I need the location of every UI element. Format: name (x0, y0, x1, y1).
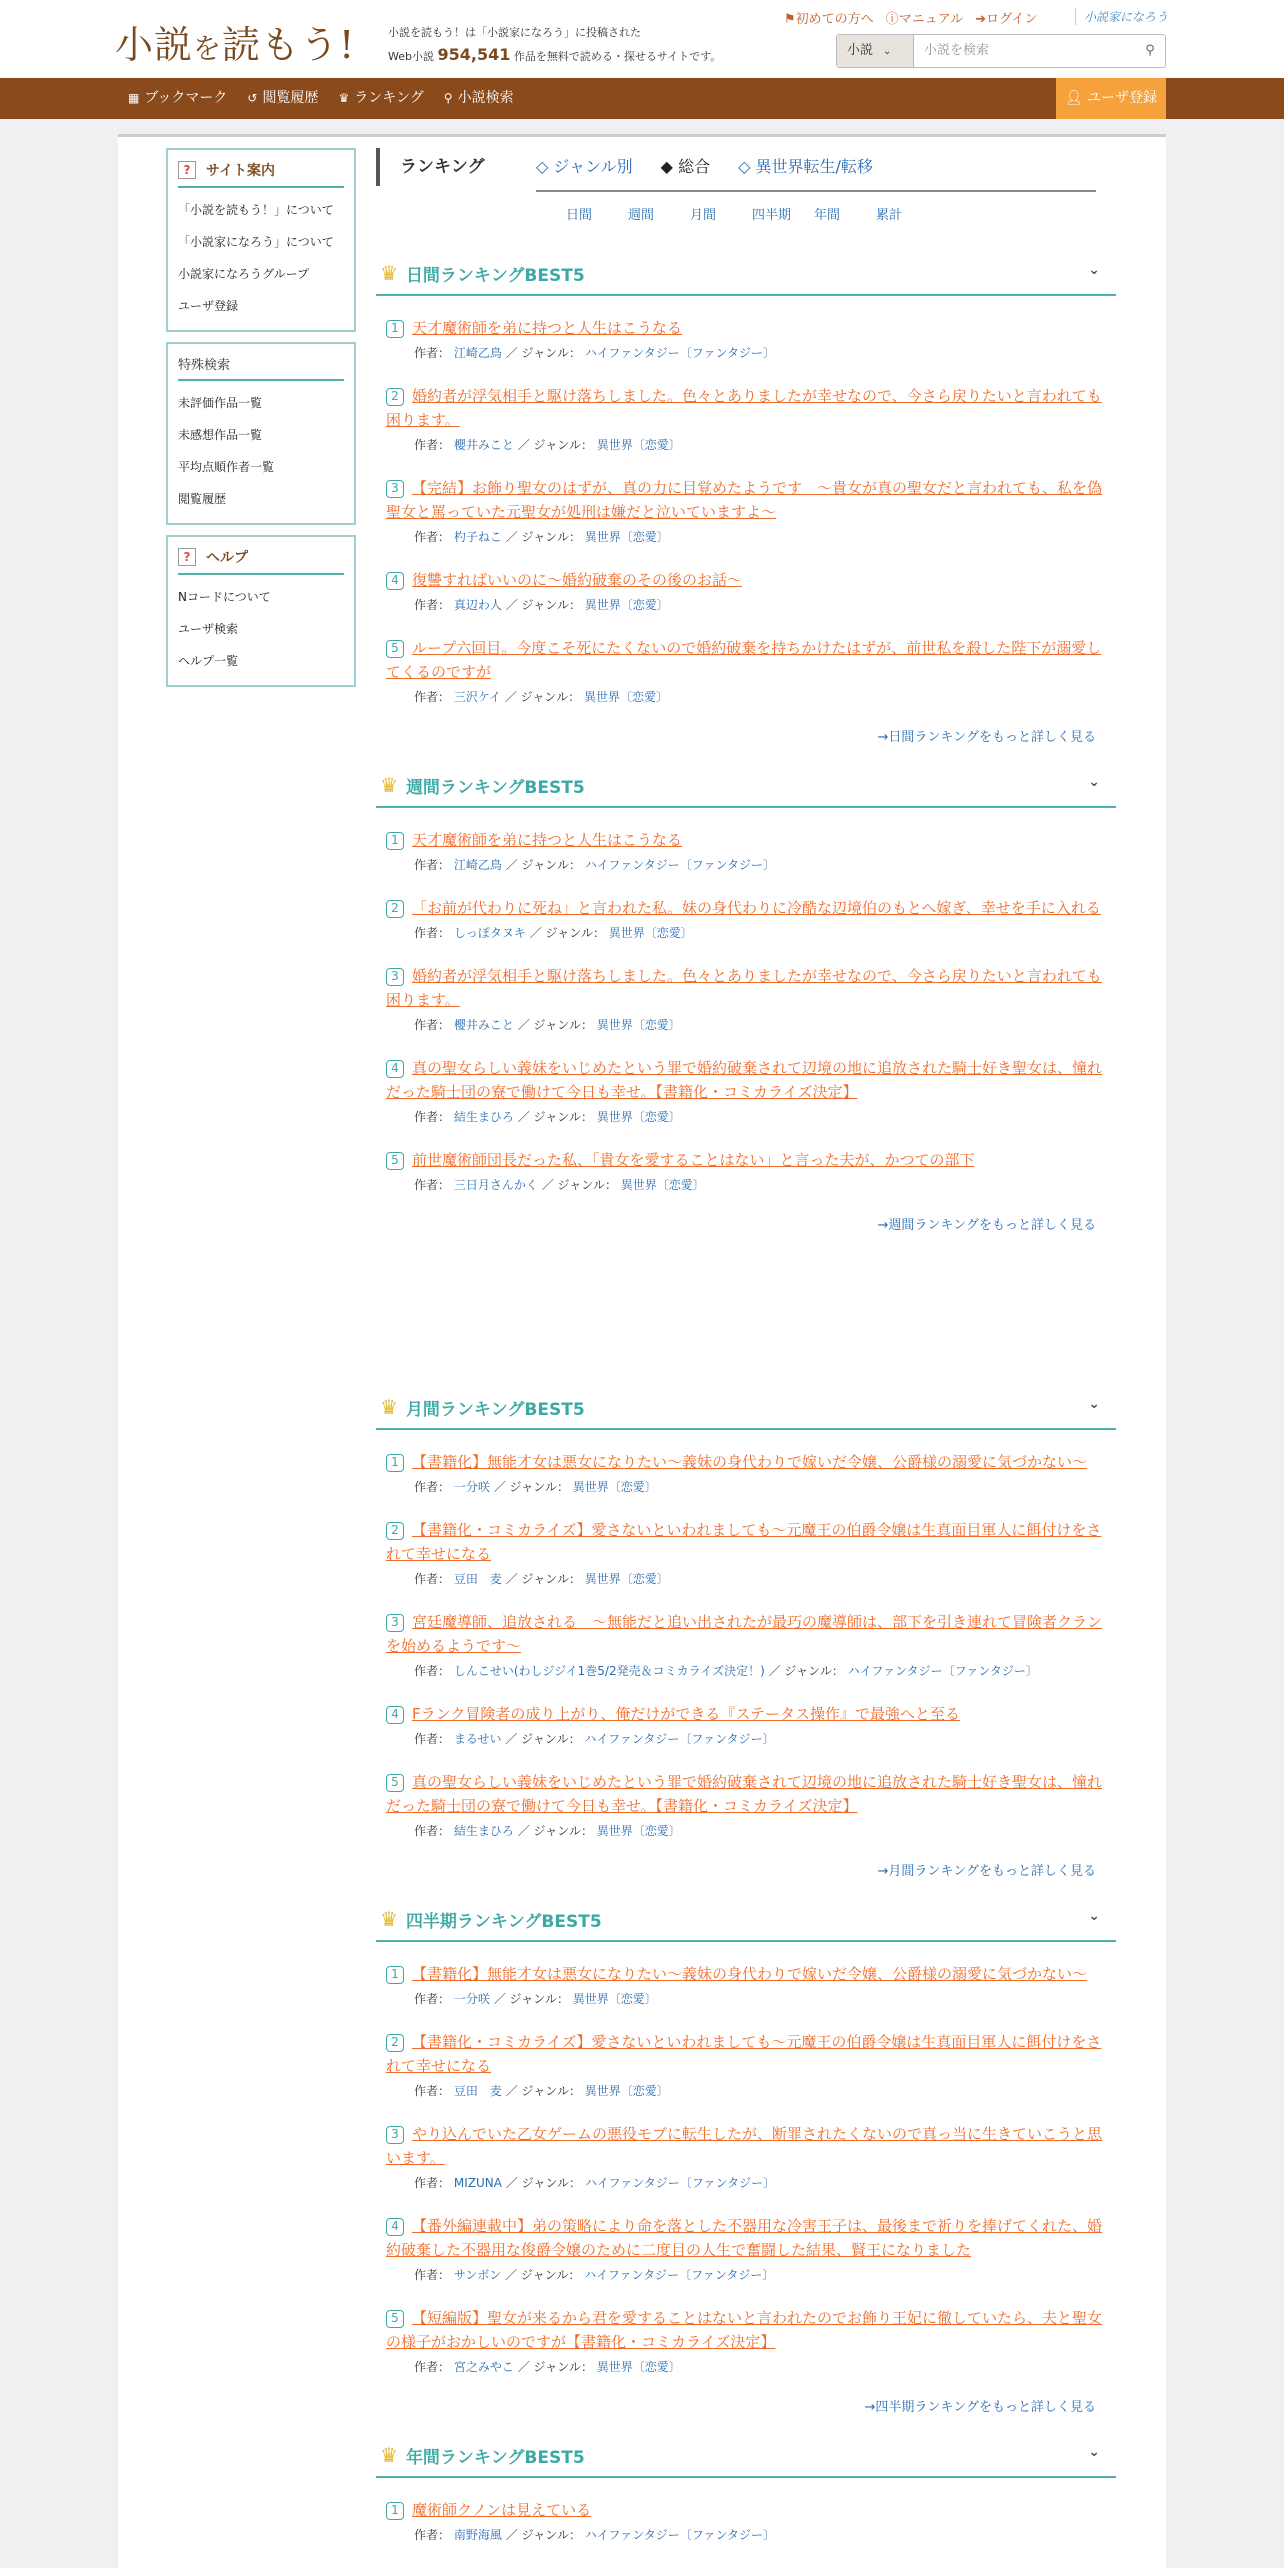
ranking-item (376, 316, 1116, 364)
rank-number: 5 (386, 1152, 404, 1170)
novel-title: 【書籍化】無能才女は悪女になりたい～義妹の身代わりで嫁いだ令嬢、公爵様の溺愛に気づかない～ (412, 1453, 1088, 1471)
novel-meta (386, 2172, 1106, 2194)
genre-label: ／ ジャンル： (517, 438, 593, 452)
genre-label: ／ ジャンル： (493, 1992, 569, 2006)
rank-number: 5 (386, 2310, 404, 2328)
genre-link[interactable]: 異世界〔恋愛〕 (596, 2360, 681, 2374)
genre-label: ／ ジャンル： (505, 2528, 581, 2542)
crown-icon: ♛ (380, 1395, 398, 1419)
ranking-item (376, 1056, 1116, 1128)
section-title: 日間ランキングBEST5 (405, 265, 585, 286)
period-total[interactable]: 累計 (876, 208, 903, 223)
novel-title-link[interactable] (386, 1450, 1106, 1474)
ranking-section (376, 764, 1116, 1233)
ranking-item (376, 828, 1116, 876)
author-label: 作者： (414, 2176, 451, 2190)
novel-meta (386, 1660, 1106, 1682)
rank-number: 2 (386, 2034, 404, 2052)
rank-number: 4 (386, 1706, 404, 1724)
sidebar-item-ncode[interactable]: Nコードについて (178, 590, 271, 604)
novel-title: 真の聖女らしい義妹をいじめたという罪で婚約破棄されて辺境の地に追放された騎士好き聖女は、憧れだった騎士団の寮で働けて今日も幸せ。【書籍化・コミカライズ決定】 (386, 1773, 1103, 1815)
novel-meta (386, 854, 1106, 876)
ranking-section (376, 1386, 1116, 1879)
ranking-item (376, 1518, 1116, 1590)
chevron-down-icon[interactable]: ⌄ (1088, 1908, 1100, 1924)
rank-number: 4 (386, 1060, 404, 1078)
chevron-down-icon[interactable]: ⌄ (1088, 262, 1100, 278)
genre-label: ／ ジャンル： (505, 1732, 581, 1746)
ranking-item (376, 636, 1116, 708)
nav-ranking[interactable] (338, 78, 423, 119)
genre-label: ／ ジャンル： (517, 2360, 593, 2374)
nav-search-label: 小説検索 (457, 90, 514, 106)
rank-number: 1 (386, 2502, 404, 2520)
author-label: 作者： (414, 690, 451, 704)
genre-label: ／ ジャンル： (505, 2176, 582, 2190)
chevron-down-icon[interactable]: ⌄ (1088, 1396, 1100, 1412)
rank-number: 3 (386, 968, 404, 986)
chevron-down-icon[interactable]: ⌄ (1088, 774, 1100, 790)
novel-title-link[interactable] (386, 1610, 1106, 1658)
login-link-label: ログイン (986, 12, 1038, 27)
crown-icon: ♛ (338, 91, 350, 105)
novel-title: 婚約者が浮気相手と駆け落ちしました。色々とありましたが幸せなので、今さら戻りたいと言われても困ります。 (386, 967, 1102, 1009)
sidebar-item-register[interactable]: ユーザ登録 (178, 299, 239, 313)
novel-meta (386, 922, 1106, 944)
logo-text-tail: 読もう! (222, 23, 356, 67)
ranking-section (376, 1898, 1116, 2415)
novel-meta (386, 526, 1106, 548)
novel-title-link[interactable] (386, 2030, 1106, 2078)
author-link[interactable]: サンボン (453, 2268, 502, 2282)
sidebar-item-group[interactable]: 小説家になろうグループ (178, 267, 310, 281)
site-guide-title: サイト案内 (206, 163, 276, 179)
novel-meta (386, 2080, 1106, 2102)
tagline-post: 作品を無料で読める・探せるサイトです。 (513, 50, 722, 63)
novel-meta (386, 1014, 1106, 1036)
author-link[interactable]: しんこせい(わしジジイ1巻5/2発売＆コミカライズ決定！) (453, 1664, 765, 1678)
nav-ranking-label: ランキング (354, 90, 424, 106)
search-icon[interactable]: ⚲ (1145, 43, 1155, 58)
author-link[interactable]: 真辺わ人 (453, 598, 502, 612)
author-label: 作者： (414, 438, 451, 452)
login-icon: ➔ (975, 12, 987, 27)
more-ranking-link[interactable]: →日間ランキングをもっと詳しく見る (877, 730, 1096, 745)
novel-title: 宮廷魔導師、追放される ～無能だと追い出されたが最巧の魔導師は、部下を引き連れて冒険者クランを始めるようです～ (386, 1613, 1103, 1655)
author-label: 作者： (414, 1992, 451, 2006)
rank-number: 1 (386, 1454, 404, 1472)
author-label: 作者： (414, 598, 451, 612)
section-title: 月間ランキングBEST5 (405, 1399, 585, 1420)
sidebar-item-unrated[interactable]: 未評価作品一覧 (178, 396, 263, 410)
novel-title: やり込んでいた乙女ゲームの悪役モブに転生したが、断罪されたくないので真っ当に生きていこうと思います。 (386, 2125, 1103, 2167)
author-label: 作者： (414, 1480, 451, 1494)
genre-label: ／ ジャンル： (493, 1480, 569, 1494)
top-links (784, 8, 1037, 27)
novel-title: 婚約者が浮気相手と駆け落ちしました。色々とありましたが幸せなので、今さら戻りたいと言われても困ります。 (386, 387, 1102, 429)
sidebar (166, 148, 356, 697)
section-header[interactable] (376, 252, 1116, 296)
more-ranking-link[interactable]: →四半期ランキングをもっと詳しく見る (864, 2400, 1096, 2415)
novel-meta (386, 1476, 1106, 1498)
author-label: 作者： (414, 2268, 451, 2282)
container-top-border (118, 134, 1166, 137)
rank-number: 4 (386, 572, 404, 590)
period-monthly[interactable]: 月間 (690, 208, 717, 223)
author-link[interactable]: 櫻井みこと (453, 1018, 514, 1032)
genre-link[interactable]: 異世界〔恋愛〕 (596, 1018, 681, 1032)
author-label: 作者： (414, 1110, 451, 1124)
genre-link[interactable]: 異世界〔恋愛〕 (596, 438, 681, 452)
novel-title: 「お前が代わりに死ね」と言われた私。妹の身代わりに冷酷な辺境伯のもとへ嫁ぎ、幸せを手に入れる (412, 899, 1101, 917)
section-title: 四半期ランキングBEST5 (405, 1911, 602, 1932)
novel-meta (386, 1988, 1106, 2010)
novel-meta (386, 434, 1106, 456)
site-header (0, 0, 1284, 78)
novel-title: 天才魔術師を弟に持つと人生はこうなる (412, 831, 683, 849)
novel-title-link[interactable] (386, 476, 1106, 524)
author-link[interactable]: 豆田 麦 (453, 2084, 502, 2098)
genre-link[interactable]: 異世界〔恋愛〕 (620, 1178, 705, 1192)
novel-title-link[interactable] (386, 316, 1106, 340)
section-header[interactable] (376, 1386, 1116, 1430)
genre-label: ／ ジャンル： (505, 2084, 581, 2098)
novel-title-link[interactable] (386, 636, 1106, 684)
chevron-down-icon: ⌄ (883, 46, 892, 57)
period-yearly[interactable]: 年間 (814, 208, 841, 223)
author-link[interactable]: 南野海風 (453, 2528, 502, 2542)
novel-title-link[interactable] (386, 896, 1106, 920)
sidebar-item-no-review[interactable]: 未感想作品一覧 (178, 428, 263, 442)
help-icon: ⓘ (885, 12, 899, 27)
novel-title-link[interactable] (386, 1518, 1106, 1566)
novel-meta (386, 2524, 1106, 2546)
novel-title: Fランク冒険者の成り上がり、俺だけができる『ステータス操作』で最強へと至る (412, 1705, 961, 1723)
sidebar-item-about-narou[interactable]: 「小説家になろう」について (178, 235, 334, 249)
genre-link[interactable]: ハイファンタジー〔ファンタジー〕 (584, 858, 775, 872)
novel-title-link[interactable] (386, 1148, 1106, 1172)
novel-title: 魔術師クノンは見えている (412, 2501, 592, 2519)
author-label: 作者： (414, 858, 451, 872)
author-link[interactable]: 三沢ケイ (453, 690, 502, 704)
author-link[interactable]: 櫻井みこと (453, 438, 514, 452)
ranking-item (376, 1702, 1116, 1750)
author-label: 作者： (414, 1664, 451, 1678)
more-ranking-link[interactable]: →週間ランキングをもっと詳しく見る (877, 1218, 1096, 1233)
beginner-link-label: 初めての方へ (795, 12, 874, 27)
ranking-item (376, 2498, 1116, 2546)
novel-title-link[interactable] (386, 568, 1106, 592)
novel-title-link[interactable] (386, 964, 1106, 1012)
author-label: 作者： (414, 2084, 451, 2098)
ranking-item (376, 2030, 1116, 2102)
search-type-select[interactable] (837, 35, 914, 67)
sidebar-item-avg-author[interactable]: 平均点順作者一覧 (178, 460, 275, 474)
genre-link[interactable]: ハイファンタジー〔ファンタジー〕 (584, 346, 775, 360)
user-register-label: ユーザ登録 (1087, 90, 1158, 106)
genre-link[interactable]: 異世界〔恋愛〕 (584, 2084, 669, 2098)
crown-icon: ♛ (380, 261, 398, 285)
rank-number: 5 (386, 640, 404, 658)
genre-label: ／ ジャンル： (505, 530, 581, 544)
novel-meta (386, 1568, 1106, 1590)
novel-title-link[interactable] (386, 1702, 1106, 1726)
genre-label: ／ ジャンル： (517, 1018, 593, 1032)
rank-number: 1 (386, 320, 404, 338)
genre-link[interactable]: 異世界〔恋愛〕 (596, 1110, 681, 1124)
search-icon: ⚲ (443, 91, 453, 105)
site-guide-box (166, 148, 356, 332)
more-ranking-link[interactable]: →月間ランキングをもっと詳しく見る (877, 1864, 1096, 1879)
special-search-box (166, 342, 356, 525)
novel-meta (386, 2264, 1106, 2286)
special-search-title: 特殊検索 (178, 358, 231, 373)
bookmark-list-icon: ▦ (128, 91, 140, 105)
period-daily[interactable]: 日間 (566, 208, 593, 223)
genre-link[interactable]: 異世界〔恋愛〕 (584, 1572, 669, 1586)
author-link[interactable]: まるせい (453, 1732, 502, 1746)
novel-meta (386, 342, 1106, 364)
section-title: 年間ランキングBEST5 (405, 2447, 585, 2468)
genre-label: ／ ジャンル： (541, 1178, 617, 1192)
novel-meta (386, 1728, 1106, 1750)
tagline-line1: 小説を読もう！は「小説家になろう」に投稿された (388, 26, 641, 39)
history-icon: ↺ (247, 91, 258, 105)
author-link[interactable]: 一分咲 (453, 1480, 490, 1494)
period-weekly[interactable]: 週間 (628, 208, 655, 223)
page-title: ランキング (376, 148, 485, 186)
rank-number: 2 (386, 1522, 404, 1540)
rank-number: 3 (386, 480, 404, 498)
novel-title: 復讐すればいいのに〜婚約破棄のその後のお話〜 (412, 571, 743, 589)
section-title: 週間ランキングBEST5 (405, 777, 585, 798)
author-label: 作者： (414, 1018, 451, 1032)
section-header[interactable] (376, 764, 1116, 808)
ranking-item (376, 2306, 1116, 2378)
search-bar (836, 34, 1166, 68)
help-box (166, 535, 356, 687)
site-logo[interactable] (115, 14, 355, 69)
author-link[interactable]: 結生まひろ (453, 1824, 514, 1838)
tagline-pre: Web小説 (388, 50, 434, 63)
nav-bookmark[interactable] (128, 78, 227, 119)
work-count: 954,541 (437, 45, 511, 64)
sidebar-item-history[interactable]: 閲覧履歴 (178, 492, 227, 506)
ranking-item (376, 896, 1116, 944)
genre-link[interactable]: ハイファンタジー〔ファンタジー〕 (584, 2528, 775, 2542)
author-link[interactable]: 三日月さんかく (453, 1178, 538, 1192)
novel-title: 【短編版】聖女が来るから君を愛することはないと言われたのでお飾り王妃に徹していたら、夫と聖女の様子がおかしいのですが【書籍化・コミカライズ決定】 (386, 2309, 1103, 2351)
genre-link[interactable]: 異世界〔恋愛〕 (572, 1480, 657, 1494)
genre-link[interactable]: ハイファンタジー〔ファンタジー〕 (847, 1664, 1038, 1678)
novel-title: 天才魔術師を弟に持つと人生はこうなる (412, 319, 683, 337)
sidebar-item-about-yomou[interactable]: 「小説を読もう！」について (178, 203, 334, 217)
author-link[interactable]: 江崎乙鳥 (453, 346, 502, 360)
genre-label: ／ ジャンル： (505, 346, 581, 360)
ranking-item (376, 964, 1116, 1036)
ranking-item (376, 1450, 1116, 1498)
main-nav (0, 78, 1284, 119)
nav-search[interactable] (444, 78, 514, 119)
rank-number: 2 (386, 388, 404, 406)
section-header[interactable] (376, 1898, 1116, 1942)
rank-number: 1 (386, 1966, 404, 1984)
genre-label: ／ ジャンル： (517, 1110, 593, 1124)
rank-number: 1 (386, 832, 404, 850)
rank-number: 4 (386, 2218, 404, 2236)
genre-link[interactable]: ハイファンタジー〔ファンタジー〕 (584, 1732, 775, 1746)
manual-link[interactable] (886, 8, 964, 27)
novel-title-link[interactable] (386, 2122, 1106, 2170)
ranking-section (376, 2434, 1116, 2546)
period-quarterly[interactable]: 四半期 (752, 208, 792, 223)
rank-number: 2 (386, 900, 404, 918)
novel-title: 【書籍化・コミカライズ】愛さないといわれましても～元魔王の伯爵令嬢は生真面目軍人に餌付けをされて幸せになる (386, 2033, 1102, 2075)
nav-history[interactable] (247, 78, 318, 119)
crown-icon: ♛ (380, 2443, 398, 2467)
genre-link[interactable]: 異世界〔恋愛〕 (583, 690, 668, 704)
user-icon: 👤︎ (1064, 90, 1088, 106)
novel-meta (386, 2356, 1106, 2378)
nav-history-label: 閲覧履歴 (262, 90, 319, 106)
novel-title-link[interactable] (386, 828, 1106, 852)
genre-link[interactable]: ハイファンタジー〔ファンタジー〕 (584, 2268, 775, 2282)
help-title: ヘルプ (206, 550, 248, 566)
rank-number: 3 (386, 1614, 404, 1632)
search-input[interactable]: 小説を検索 (924, 43, 990, 58)
tab-genre[interactable]: ◇ ジャンル別 (536, 157, 633, 176)
genre-label: ／ ジャンル： (517, 1824, 593, 1838)
author-link[interactable]: 豆田 麦 (453, 1572, 502, 1586)
novel-title-link[interactable] (386, 1770, 1106, 1818)
genre-label: ／ ジャンル： (529, 926, 605, 940)
novel-title-link[interactable] (386, 1056, 1106, 1104)
logo-text-main: 小説 (115, 23, 194, 67)
genre-link[interactable]: 異世界〔恋愛〕 (608, 926, 693, 940)
novel-title-link[interactable] (386, 2498, 1106, 2522)
question-icon: ? (178, 161, 196, 179)
author-link[interactable]: 杓子ねこ (453, 530, 502, 544)
ranking-item (376, 568, 1116, 616)
novel-title: ループ六回目。今度こそ死にたくないので婚約破棄を持ちかけたはずが、前世私を殺した陛下が溺愛してくるのですが (386, 639, 1102, 681)
genre-link[interactable]: 異世界〔恋愛〕 (584, 530, 669, 544)
novel-title: 【書籍化】無能才女は悪女になりたい～義妹の身代わりで嫁いだ令嬢、公爵様の溺愛に気づかない～ (412, 1965, 1088, 1983)
genre-label: ／ ジャンル： (505, 598, 581, 612)
beginner-link[interactable] (784, 8, 874, 27)
author-link[interactable]: 一分咲 (453, 1992, 490, 2006)
genre-label: ／ ジャンル： (505, 2268, 581, 2282)
rank-number: 3 (386, 2126, 404, 2144)
author-label: 作者： (414, 926, 451, 940)
ranking-item (376, 1770, 1116, 1842)
period-links (566, 204, 938, 223)
genre-link[interactable]: 異世界〔恋愛〕 (584, 598, 669, 612)
site-tagline (388, 22, 721, 68)
novel-meta (386, 686, 1106, 708)
novel-title: 【番外編連載中】弟の策略により命を落とした不器用な冷害王子は、最後まで祈りを捧げてくれた、婚約破棄した不器用な俊爵令嬢のために二度目の人生で奮闘した結果、賢王になりました (386, 2217, 1103, 2259)
novel-title-link[interactable] (386, 2214, 1106, 2262)
tab-overall[interactable]: ◆ 総合 (660, 157, 711, 176)
narou-brand-link[interactable]: 小説家になろう (1075, 8, 1168, 25)
author-label: 作者： (414, 1732, 451, 1746)
nav-bookmark-label: ブックマーク (144, 90, 228, 106)
chevron-down-icon[interactable]: ⌄ (1088, 2444, 1100, 2460)
genre-label: ／ ジャンル： (768, 1664, 844, 1678)
crown-icon: ♛ (380, 773, 398, 797)
novel-meta (386, 1106, 1106, 1128)
question-icon: ? (178, 548, 196, 566)
rank-number: 5 (386, 1774, 404, 1792)
author-link[interactable]: 江崎乙鳥 (453, 858, 502, 872)
author-link[interactable]: しっぽタヌキ (453, 926, 526, 940)
ranking-item (376, 476, 1116, 548)
author-link[interactable]: 宮之みやこ (453, 2360, 514, 2374)
ranking-section (376, 252, 1116, 745)
novel-meta (386, 1174, 1106, 1196)
author-label: 作者： (414, 1178, 451, 1192)
novel-title-link[interactable] (386, 1962, 1106, 1986)
ranking-item (376, 1962, 1116, 2010)
author-label: 作者： (414, 346, 451, 360)
author-label: 作者： (414, 1572, 451, 1586)
search-type-value: 小説 (847, 43, 874, 58)
ranking-item (376, 2214, 1116, 2286)
novel-title: 【書籍化・コミカライズ】愛さないといわれましても～元魔王の伯爵令嬢は生真面目軍人に餌付けをされて幸せになる (386, 1521, 1102, 1563)
author-link[interactable]: MIZUNA (453, 2176, 502, 2190)
bookmark-flag-icon: ⚑ (784, 12, 796, 27)
ranking-item (376, 1148, 1116, 1196)
section-header[interactable] (376, 2434, 1116, 2478)
novel-title-link[interactable] (386, 384, 1106, 432)
novel-meta (386, 1820, 1106, 1842)
genre-link[interactable]: 異世界〔恋愛〕 (596, 1824, 681, 1838)
ranking-item (376, 384, 1116, 456)
author-label: 作者： (414, 2528, 451, 2542)
ranking-item (376, 1610, 1116, 1682)
genre-label: ／ ジャンル： (504, 690, 581, 704)
author-link[interactable]: 結生まひろ (453, 1110, 514, 1124)
novel-meta (386, 594, 1106, 616)
sidebar-item-help-list[interactable]: ヘルプ一覧 (178, 654, 239, 668)
genre-label: ／ ジャンル： (505, 858, 581, 872)
novel-title-link[interactable] (386, 2306, 1106, 2354)
novel-title: 【完結】お飾り聖女のはずが、真の力に目覚めたようです ～貴女が真の聖女だと言われても、私を偽聖女と罵っていた元聖女が処刑は嫌だと泣いていますよ～ (386, 479, 1103, 521)
author-label: 作者： (414, 1824, 451, 1838)
author-label: 作者： (414, 530, 451, 544)
tab-isekai[interactable]: ◇ 異世界転生/転移 (738, 157, 873, 176)
novel-title: 真の聖女らしい義妹をいじめたという罪で婚約破棄されて辺境の地に追放された騎士好き聖女は、憧れだった騎士団の寮で働けて今日も幸せ。【書籍化・コミカライズ決定】 (386, 1059, 1103, 1101)
login-link[interactable] (975, 8, 1037, 27)
user-register-button[interactable] (1056, 78, 1166, 119)
sidebar-item-user-search[interactable]: ユーザ検索 (178, 622, 239, 636)
ranking-tabs (536, 148, 1096, 192)
crown-icon: ♛ (380, 1907, 398, 1931)
manual-link-label: マニュアル (898, 12, 964, 27)
novel-title: 前世魔術師団長だった私、「貴女を愛することはない」と言った夫が、かつての部下 (412, 1151, 975, 1169)
logo-text-small: を (193, 32, 223, 65)
author-label: 作者： (414, 2360, 451, 2374)
genre-link[interactable]: 異世界〔恋愛〕 (572, 1992, 657, 2006)
genre-label: ／ ジャンル： (505, 1572, 581, 1586)
ranking-item (376, 2122, 1116, 2194)
genre-link[interactable]: ハイファンタジー〔ファンタジー〕 (584, 2176, 776, 2190)
